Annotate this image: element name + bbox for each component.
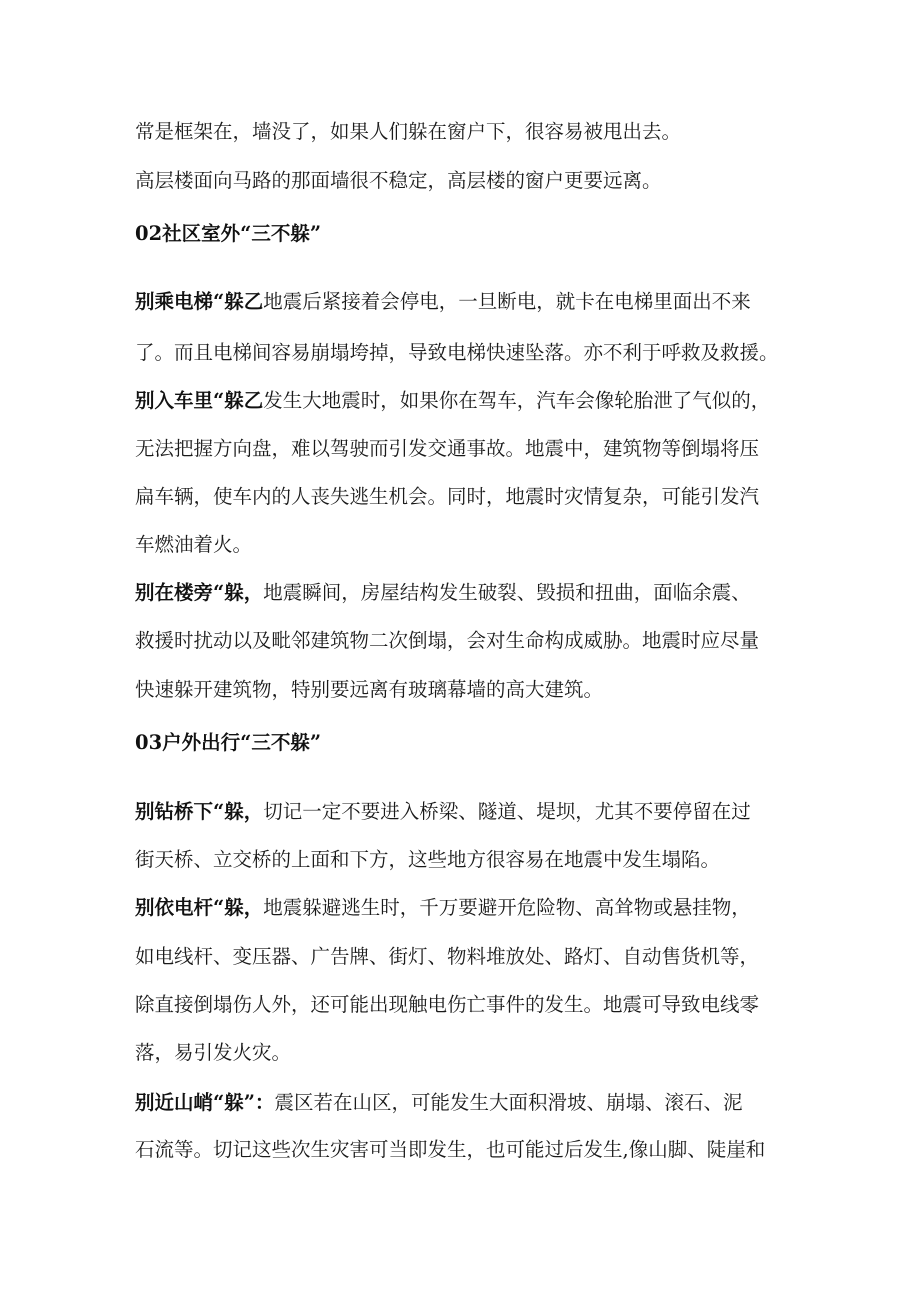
paragraph-line: 扁车辆，使车内的人丧失逃生机会。同时，地震时灾情复杂，可能引发汽	[135, 485, 760, 508]
elevator-paragraph-line-1	[135, 288, 751, 316]
paragraph-line: 车燃油着火。	[135, 533, 253, 556]
paragraph-text: 发生大地震时，如果你在驾车，汽车会像轮胎泄了气似的，	[263, 389, 771, 412]
paragraph-line: 无法把握方向盘，难以驾驶而引发交通事故。地震中，建筑物等倒塌将压	[135, 437, 760, 460]
paragraph-text: 地震后紧接着会停电，一旦断电，就卡在电梯里面出不来	[263, 290, 751, 313]
paragraph-text: 地震躲避逃生时，千万要避开危险物、高耸物或悬挂物，	[263, 896, 751, 919]
paragraph-line: 如电线杆、变压器、广告牌、街灯、物料堆放处、路灯、自动售货机等，	[135, 945, 760, 968]
pole-paragraph-line-1	[135, 894, 751, 922]
section-heading-03: 03户外出行“三不躲”	[135, 731, 322, 754]
paragraph-line: 高层楼面向马路的那面墙很不稳定，高层楼的窗户更要远离。	[135, 169, 662, 192]
bridge-paragraph-line-1	[135, 798, 751, 826]
paragraph-line: 除直接倒塌伤人外，还可能出现触电伤亡事件的发生。地震可导致电线零	[135, 993, 760, 1016]
mountain-label: 别近山峭“躲”：	[135, 1091, 275, 1114]
car-label: 别入车里“躲乙	[135, 389, 264, 412]
paragraph-line: 街天桥、立交桥的上面和下方，这些地方很容易在地震中发生塌陷。	[135, 848, 721, 871]
paragraph-line: 了。而且电梯间容易崩塌垮掉，导致电梯快速坠落。亦不利于呼救及救援。	[135, 341, 779, 364]
building-paragraph-line-1	[135, 579, 751, 607]
building-label: 别在楼旁“躲，	[135, 581, 264, 604]
paragraph-line: 救援时扰动以及毗邻建筑物二次倒塌，会对生命构成威胁。地震时应尽量	[135, 629, 760, 652]
pole-label: 别依电杆“躲，	[135, 896, 264, 919]
paragraph-text: 切记一定不要进入桥梁、隧道、堤坝，尤其不要停留在过	[263, 800, 751, 823]
paragraph-line: 常是框架在，墙没了，如果人们躲在窗户下，很容易被甩出去。	[135, 120, 682, 143]
car-paragraph-line-1	[135, 387, 770, 415]
paragraph-line: 快速躲开建筑物，特别要远离有玻璃幕墙的高大建筑。	[135, 678, 604, 701]
mountain-paragraph-line-1	[135, 1089, 742, 1117]
elevator-label: 别乘电梯“躲乙	[135, 290, 264, 313]
paragraph-line: 石流等。切记这些次生灾害可当即发生，也可能过后发生,像山脚、陡崖和	[135, 1138, 766, 1161]
paragraph-text: 震区若在山区，可能发生大面积滑坡、崩塌、滚石、泥	[274, 1091, 743, 1114]
paragraph-text: 地震瞬间，房屋结构发生破裂、毁损和扭曲，面临余震、	[263, 581, 751, 604]
section-heading-02: 02社区室外“三不躲”	[135, 222, 322, 245]
paragraph-line: 落，易引发火灾。	[135, 1041, 292, 1064]
bridge-label: 别钻桥下“躲，	[135, 800, 264, 823]
